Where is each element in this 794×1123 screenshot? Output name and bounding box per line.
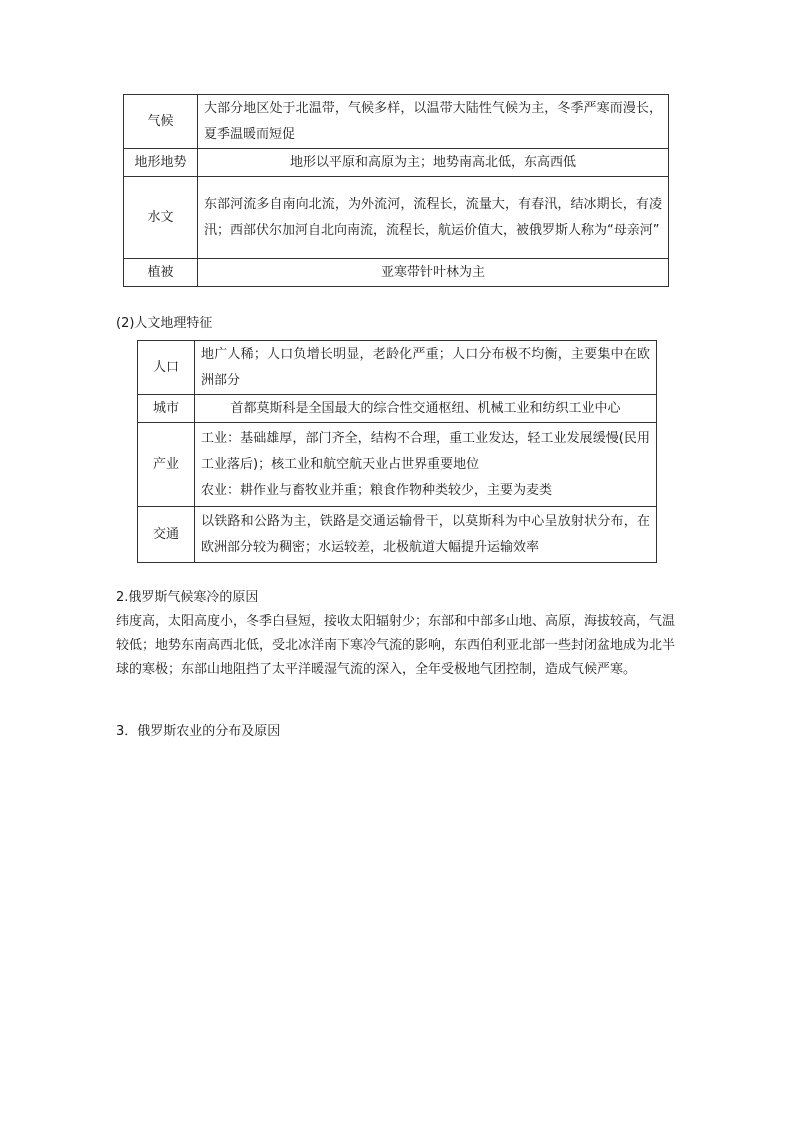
table-row xyxy=(138,507,657,563)
table-row xyxy=(124,95,669,149)
row-content xyxy=(195,423,657,507)
row-label: 交通 xyxy=(138,507,195,563)
table-row xyxy=(124,259,669,287)
row-label: 产业 xyxy=(138,423,195,507)
table-row xyxy=(138,341,657,395)
question-3-heading: 3．俄罗斯农业的分布及原因 xyxy=(116,724,281,739)
row-label: 气候 xyxy=(124,95,198,149)
row-label: 人口 xyxy=(138,341,195,395)
row-label: 城市 xyxy=(138,395,195,423)
table-row xyxy=(138,423,657,507)
table-row xyxy=(124,177,669,259)
table-row xyxy=(138,395,657,423)
physical-geography-table xyxy=(123,94,669,287)
row-content: 以铁路和公路为主，铁路是交通运输骨干，以莫斯科为中心呈放射状分布，在欧洲部分较为稠密；水运较差，北极航道大幅提升运输效率 xyxy=(195,507,657,563)
row-content: 首都莫斯科是全国最大的综合性交通枢纽、机械工业和纺织工业中心 xyxy=(195,395,657,423)
row-label: 水文 xyxy=(124,177,198,259)
human-geography-table xyxy=(137,340,657,563)
agriculture-text: 农业：耕作业与畜牧业并重；粮食作物种类较少，主要为麦类 xyxy=(201,482,553,498)
row-content: 东部河流多自南向北流，为外流河，流程长，流量大，有春汛，结冰期长，有凌汛；西部伏尔加河自北向南流，流程长，航运价值大，被俄罗斯人称为“母亲河” xyxy=(198,177,669,259)
question-2-heading: 2.俄罗斯气候寒冷的原因 xyxy=(116,590,259,605)
row-content: 地形以平原和高原为主；地势南高北低，东高西低 xyxy=(198,149,669,177)
row-label: 植被 xyxy=(124,259,198,287)
row-label: 地形地势 xyxy=(124,149,198,177)
table-row xyxy=(124,149,669,177)
row-content: 亚寒带针叶林为主 xyxy=(198,259,669,287)
question-2-body: 纬度高，太阳高度小，冬季白昼短，接收太阳辐射少；东部和中部多山地、高原，海拔较高，气温较低；地势东南高西北低，受北冰洋南下寒冷气流的影响，东西伯利亚北部一些封闭盆地成为北半球的寒极；东部山地阻挡了太平洋暖湿气流的深入，全年受极地气团控制，造成气候严寒。 xyxy=(116,614,676,677)
row-content: 地广人稀；人口负增长明显，老龄化严重；人口分布极不均衡，主要集中在欧洲部分 xyxy=(195,341,657,395)
section-heading: (2)人文地理特征 xyxy=(116,316,213,331)
industry-text: 工业：基础雄厚，部门齐全，结构不合理，重工业发达，轻工业发展缓慢(民用工业落后)；核工业和航空航天业占世界重要地位 xyxy=(201,430,650,472)
row-content: 大部分地区处于北温带，气候多样，以温带大陆性气候为主，冬季严寒而漫长，夏季温暖而短促 xyxy=(198,95,669,149)
